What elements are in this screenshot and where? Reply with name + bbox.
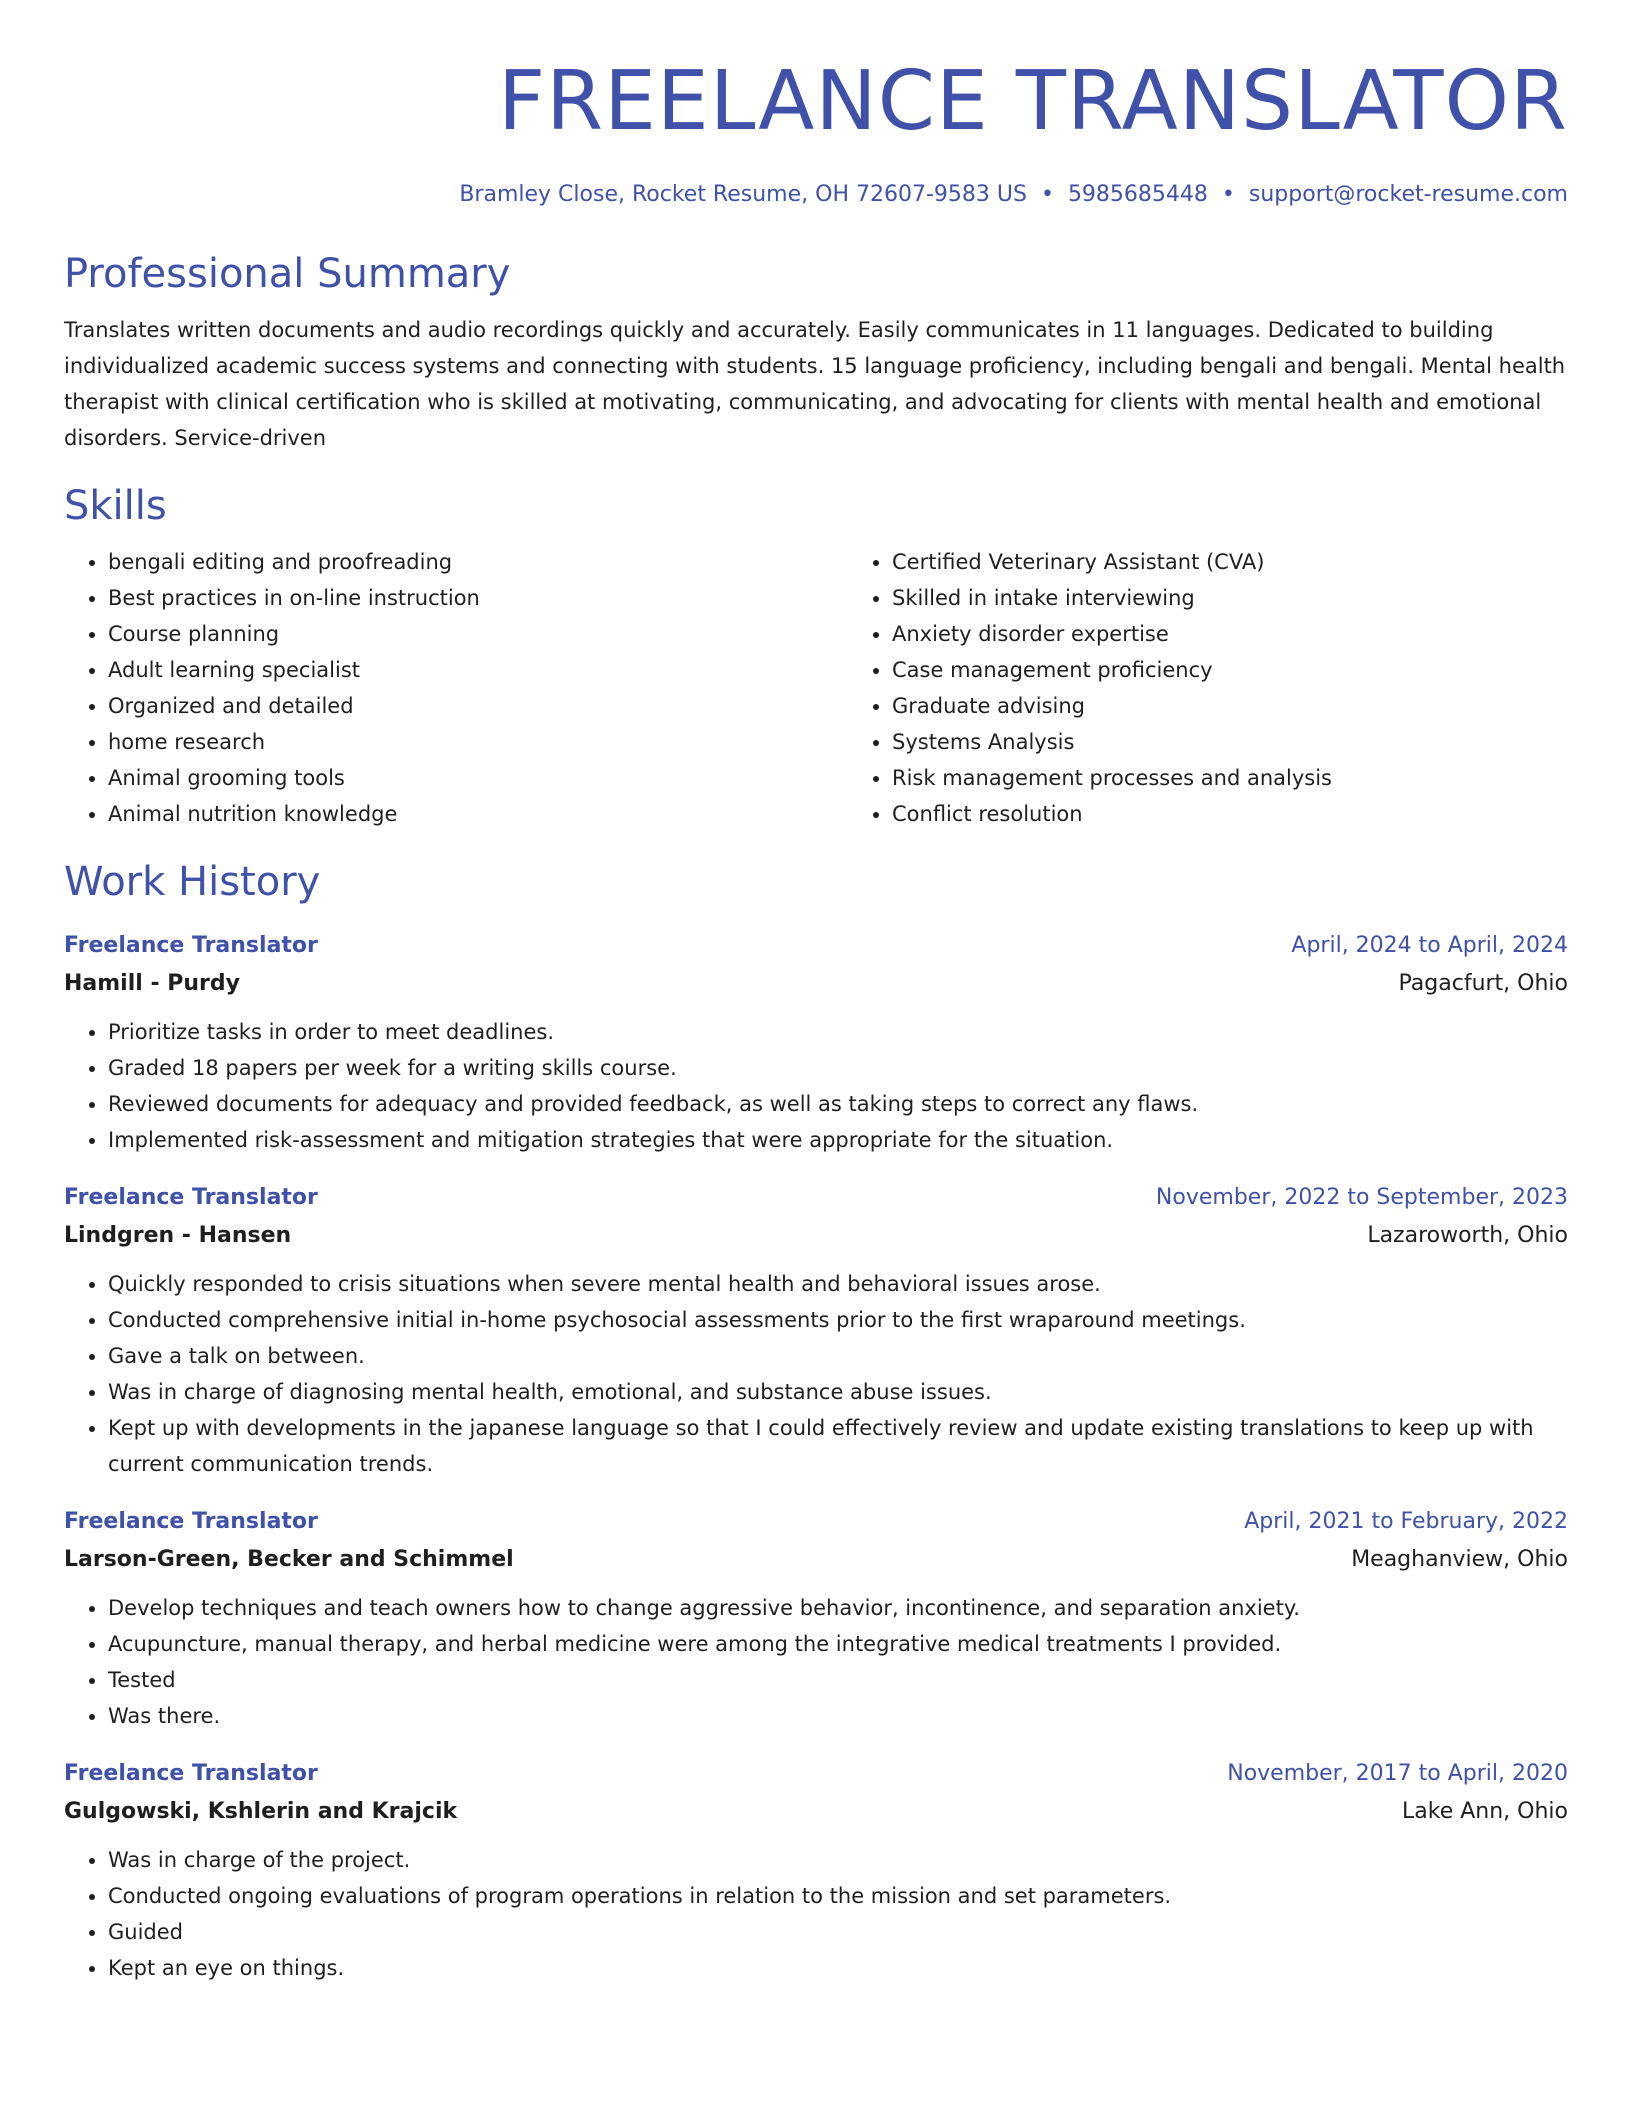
job-bullet: • Gave a talk on between. bbox=[108, 1338, 1568, 1374]
job-location: Meaghanview, Ohio bbox=[1351, 1547, 1568, 1572]
job-bullet: • Acupuncture, manual therapy, and herbal medicine were among the integrative medical treatments I provided. bbox=[108, 1626, 1568, 1662]
candidate-name: FREELANCE TRANSLATOR bbox=[497, 54, 1568, 149]
skills-heading: Skills bbox=[64, 483, 167, 529]
skill-item: • Animal grooming tools bbox=[108, 760, 848, 796]
job-title: Freelance Translator bbox=[64, 1509, 318, 1534]
job-bullet: • Was there. bbox=[108, 1698, 1568, 1734]
job-dates: November, 2022 to September, 2023 bbox=[1155, 1185, 1568, 1210]
job-location: Lazaroworth, Ohio bbox=[1367, 1223, 1568, 1248]
job-bullet: • Was in charge of diagnosing mental health, emotional, and substance abuse issues. bbox=[108, 1374, 1568, 1410]
job-bullet: • Tested bbox=[108, 1662, 1568, 1698]
job-bullets bbox=[64, 1590, 1568, 1734]
skill-item: • Systems Analysis bbox=[892, 724, 1568, 760]
skills-list bbox=[64, 544, 1568, 832]
skill-item: • Best practices in on-line instruction bbox=[108, 580, 848, 616]
skill-item: • Graduate advising bbox=[892, 688, 1568, 724]
skill-item: • home research bbox=[108, 724, 848, 760]
skill-item: • Skilled in intake interviewing bbox=[892, 580, 1568, 616]
job-bullet: • Was in charge of the project. bbox=[108, 1842, 1568, 1878]
skill-item: • Case management proficiency bbox=[892, 652, 1568, 688]
job-dates: November, 2017 to April, 2020 bbox=[1227, 1761, 1568, 1786]
job-bullet: • Guided bbox=[108, 1914, 1568, 1950]
contact-email[interactable]: support@rocket-resume.com bbox=[1248, 182, 1568, 207]
job-location: Lake Ann, Ohio bbox=[1402, 1799, 1568, 1824]
contact-phone: 5985685448 bbox=[1067, 182, 1208, 207]
skill-item: • Anxiety disorder expertise bbox=[892, 616, 1568, 652]
job-company: Gulgowski, Kshlerin and Krajcik bbox=[64, 1799, 458, 1824]
job-title: Freelance Translator bbox=[64, 1761, 318, 1786]
job-entry bbox=[64, 1756, 1568, 1986]
job-bullet: • Kept up with developments in the japanese language so that I could effectively review and update existing translations to keep up with current communication trends. bbox=[108, 1410, 1568, 1482]
skill-item: • Animal nutrition knowledge bbox=[108, 796, 848, 832]
skill-item: • Course planning bbox=[108, 616, 848, 652]
resume-header bbox=[64, 0, 1568, 210]
job-company: Larson-Green, Becker and Schimmel bbox=[64, 1547, 514, 1572]
job-bullet: • Conducted comprehensive initial in-home psychosocial assessments prior to the first wraparound meetings. bbox=[108, 1302, 1568, 1338]
job-bullets bbox=[64, 1842, 1568, 1986]
skill-item: • Risk management processes and analysis bbox=[892, 760, 1568, 796]
job-bullets bbox=[64, 1266, 1568, 1482]
skills-column-left bbox=[64, 544, 848, 832]
job-bullet: • Implemented risk-assessment and mitigation strategies that were appropriate for the situation. bbox=[108, 1122, 1568, 1158]
job-bullet: • Develop techniques and teach owners how to change aggressive behavior, incontinence, and separation anxiety. bbox=[108, 1590, 1568, 1626]
job-location: Pagacfurt, Ohio bbox=[1398, 971, 1568, 996]
summary-heading: Professional Summary bbox=[64, 251, 511, 297]
job-entry bbox=[64, 1504, 1568, 1734]
skill-item: • Organized and detailed bbox=[108, 688, 848, 724]
job-dates: April, 2021 to February, 2022 bbox=[1244, 1509, 1568, 1534]
job-bullets bbox=[64, 1014, 1568, 1158]
job-title: Freelance Translator bbox=[64, 933, 318, 958]
skill-item: • Certified Veterinary Assistant (CVA) bbox=[892, 544, 1568, 580]
job-entry bbox=[64, 928, 1568, 1158]
job-bullet: • Kept an eye on things. bbox=[108, 1950, 1568, 1986]
work-history-heading: Work History bbox=[64, 859, 321, 905]
job-bullet: • Quickly responded to crisis situations when severe mental health and behavioral issues arose. bbox=[108, 1266, 1568, 1302]
job-company: Lindgren - Hansen bbox=[64, 1223, 292, 1248]
job-entry bbox=[64, 1180, 1568, 1482]
job-bullet: • Prioritize tasks in order to meet deadlines. bbox=[108, 1014, 1568, 1050]
job-company: Hamill - Purdy bbox=[64, 971, 240, 996]
contact-line bbox=[64, 180, 1568, 210]
job-bullet: • Conducted ongoing evaluations of program operations in relation to the mission and set parameters. bbox=[108, 1878, 1568, 1914]
skills-column-right bbox=[848, 544, 1568, 832]
skill-item: • Adult learning specialist bbox=[108, 652, 848, 688]
job-dates: April, 2024 to April, 2024 bbox=[1291, 933, 1568, 958]
job-bullet: • Graded 18 papers per week for a writing skills course. bbox=[108, 1050, 1568, 1086]
job-title: Freelance Translator bbox=[64, 1185, 318, 1210]
summary-text: Translates written documents and audio recordings quickly and accurately. Easily communicates in 11 languages. Dedicated to building individualized academic success systems and connecting with students. 15 language proficiency, including bengali and bengali. Mental health therapist with clinical certification who is skilled at motivating, communicating, and advocating for clients with mental health and emotional disorders. Service-driven bbox=[64, 318, 1566, 450]
contact-separator: • bbox=[1040, 182, 1054, 207]
skill-item: • Conflict resolution bbox=[892, 796, 1568, 832]
job-bullet: • Reviewed documents for adequacy and provided feedback, as well as taking steps to correct any flaws. bbox=[108, 1086, 1568, 1122]
skill-item: • bengali editing and proofreading bbox=[108, 544, 848, 580]
contact-address: Bramley Close, Rocket Resume, OH 72607-9583 US bbox=[459, 182, 1027, 207]
contact-separator: • bbox=[1221, 182, 1235, 207]
